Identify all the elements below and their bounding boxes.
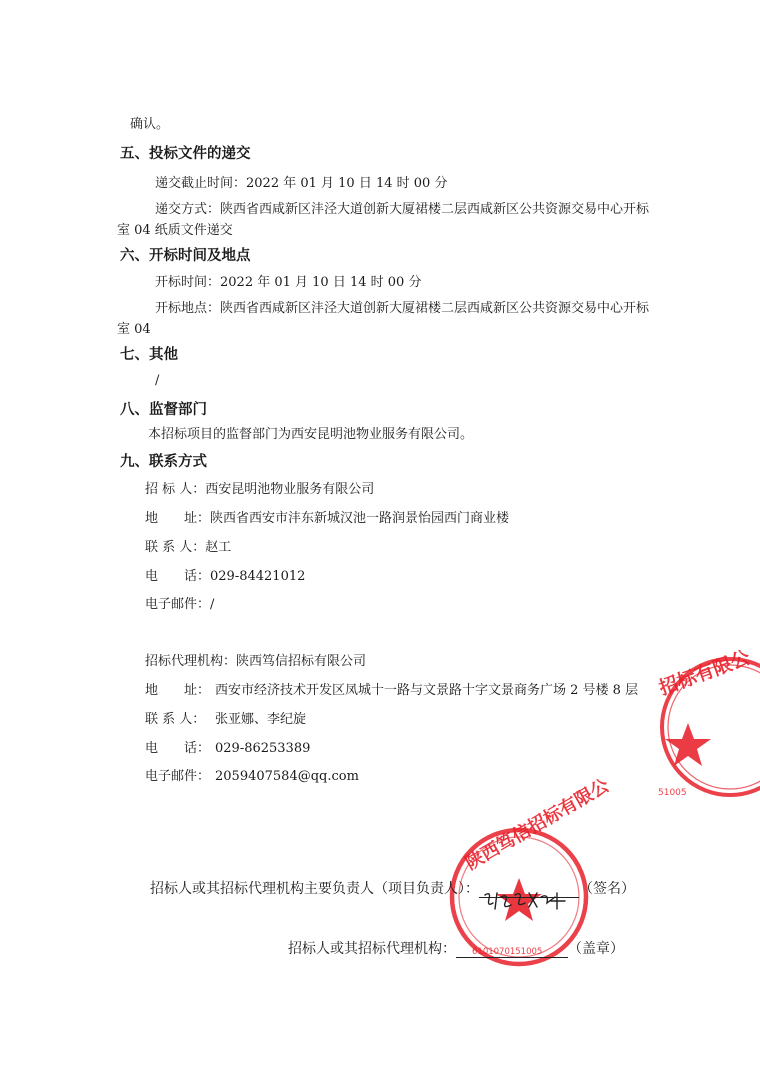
section-5-heading: 五、投标文件的递交 [120, 146, 251, 162]
signature-line-2 [288, 940, 624, 958]
tenderer-phone-row [145, 568, 305, 586]
opening-place-line2: 室 04 [117, 322, 151, 337]
signature-line-2-suffix: （盖章） [568, 941, 624, 957]
section-6-heading: 六、开标时间及地点 [120, 248, 251, 264]
section-7-heading: 七、其他 [120, 347, 178, 363]
submission-deadline: 递交截止时间：2022 年 01 月 10 日 14 时 00 分 [155, 176, 448, 191]
submission-method-line1: 递交方式：陕西省西咸新区沣泾大道创新大厦裙楼二层西咸新区公共资源交易中心开标 [155, 202, 650, 217]
lead-text: 确认。 [130, 117, 170, 132]
seal-field [456, 941, 568, 958]
agency-contact-label: 联 系 人： [145, 712, 206, 727]
stamp2-text: 陕西笃信招标有限公 [462, 775, 613, 875]
section-9-heading: 九、联系方式 [120, 454, 207, 470]
stamp1-number: 51005 [658, 788, 687, 798]
tenderer-name-label: 招 标 人： [145, 482, 206, 497]
tenderer-contact-row [145, 539, 231, 557]
agency-address-row [145, 682, 638, 700]
tenderer-contact: 赵工 [205, 540, 232, 555]
agency-email-row [145, 768, 359, 786]
stamp2-number: 6101070151005 [472, 947, 543, 957]
section-8-heading: 八、监督部门 [120, 402, 207, 418]
tenderer-address-label: 地 址： [145, 511, 211, 526]
agency-row [145, 653, 366, 671]
company-seal-icon [648, 646, 760, 805]
agency-name-label: 招标代理机构： [145, 654, 237, 669]
stamp1-text: 招标有限公 [656, 646, 753, 700]
agency-email: 2059407584@qq.com [215, 769, 359, 784]
signature-field [479, 897, 579, 898]
signature-line-1 [150, 880, 635, 898]
agency-email-label: 电子邮件： [145, 769, 211, 784]
agency-phone: 029-86253389 [215, 741, 311, 756]
other-content: / [155, 373, 160, 388]
opening-time: 开标时间：2022 年 01 月 10 日 14 时 00 分 [155, 275, 422, 290]
tenderer-address: 陕西省西安市沣东新城汉池一路润景怡园西门商业楼 [210, 511, 510, 526]
tenderer-email-row [145, 596, 214, 614]
tenderer-name: 西安昆明池物业服务有限公司 [205, 482, 375, 497]
agency-phone-label: 电 话： [145, 741, 211, 756]
handwritten-signature-icon [479, 889, 579, 913]
agency-address: 西安市经济技术开发区凤城十一路与文景路十字文景商务广场 2 号楼 8 层 [215, 683, 639, 698]
agency-name: 陕西笃信招标有限公司 [236, 654, 367, 669]
tenderer-row [145, 481, 374, 499]
signature-line-2-prefix: 招标人或其招标代理机构： [288, 941, 456, 957]
tenderer-email: / [210, 597, 215, 612]
agency-phone-row [145, 740, 310, 758]
agency-contact-row [145, 711, 306, 729]
submission-method-line2: 室 04 纸质文件递交 [117, 223, 233, 238]
agency-address-label: 地 址： [145, 683, 211, 698]
tenderer-phone-label: 电 话： [145, 569, 211, 584]
signature-line-1-suffix: （签名） [579, 881, 635, 897]
supervision-content: 本招标项目的监督部门为西安昆明池物业服务有限公司。 [148, 427, 474, 442]
tenderer-address-row [145, 510, 509, 528]
tenderer-email-label: 电子邮件： [145, 597, 211, 612]
agency-contact: 张亚娜、李纪旋 [215, 712, 307, 727]
signature-line-1-prefix: 招标人或其招标代理机构主要负责人（项目负责人）： [150, 881, 479, 897]
tenderer-contact-label: 联 系 人： [145, 540, 206, 555]
tenderer-phone: 029-84421012 [210, 569, 306, 584]
opening-place-line1: 开标地点：陕西省西咸新区沣泾大道创新大厦裙楼二层西咸新区公共资源交易中心开标 [155, 301, 650, 316]
